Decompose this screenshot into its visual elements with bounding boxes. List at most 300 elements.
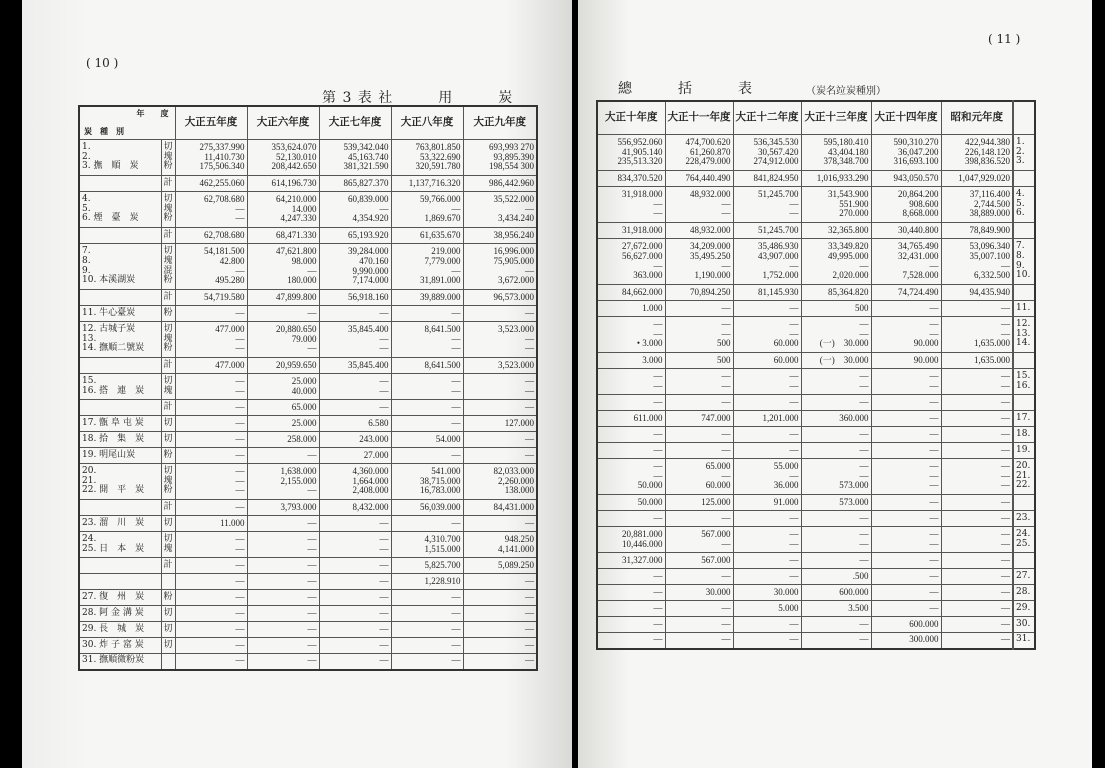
table-row bbox=[597, 495, 1035, 511]
table-row bbox=[79, 590, 537, 606]
table-cell: — bbox=[941, 411, 1013, 427]
table-cell: — bbox=[941, 427, 1013, 443]
table-cell: 48,932.000 bbox=[665, 223, 733, 239]
table-cell: 91.000 bbox=[733, 495, 801, 511]
table-cell: — — 573.000 bbox=[801, 459, 871, 495]
table-cell: 5,089.250 bbox=[463, 558, 537, 574]
coal-grade-label: 切塊粉 bbox=[161, 464, 175, 500]
table-cell: — bbox=[871, 427, 941, 443]
table-cell: — bbox=[871, 601, 941, 617]
table-cell: 31,543.900 551.900 270.000 bbox=[801, 187, 871, 223]
table-cell: 35,522.000 — 3,434.240 bbox=[463, 192, 537, 228]
table-cell: — bbox=[319, 558, 391, 574]
table-cell: 275,337.990 11,410.730 175,506.340 bbox=[175, 140, 247, 176]
table-cell: 53,096.340 35,007.100 — 6,332.500 bbox=[941, 239, 1013, 285]
table-cell: — bbox=[871, 395, 941, 411]
column-header: 大正九年度 bbox=[463, 106, 537, 140]
coal-grade-label: 切 bbox=[161, 432, 175, 448]
table-cell: — bbox=[871, 511, 941, 527]
table-row bbox=[597, 187, 1035, 223]
table-cell: 5.000 bbox=[733, 601, 801, 617]
table-cell: — — bbox=[733, 369, 801, 395]
coal-grade-label bbox=[161, 574, 175, 590]
left-page bbox=[22, 0, 572, 768]
table-cell: 20,881.000 10,446.000 bbox=[597, 527, 665, 553]
table-cell: 48,932.000 — — bbox=[665, 187, 733, 223]
coal-type-label: 1. 2. 3. 撫 順 炭 bbox=[79, 140, 161, 176]
table-row bbox=[597, 569, 1035, 585]
table-row bbox=[79, 606, 537, 622]
table-cell: — bbox=[665, 617, 733, 633]
table-cell: — bbox=[597, 427, 665, 443]
table-cell: 8,641.500 bbox=[391, 358, 463, 374]
table-row bbox=[79, 400, 537, 416]
table-cell: — bbox=[801, 633, 871, 649]
table-cell: 78,849.900 bbox=[941, 223, 1013, 239]
table-row bbox=[79, 374, 537, 400]
table-cell: 1,047,929.020 bbox=[941, 171, 1013, 187]
left-data-table bbox=[78, 105, 538, 671]
table-cell: 1,635.000 bbox=[941, 353, 1013, 369]
table-cell: 422,944.380 226,148.120 398,836.520 bbox=[941, 135, 1013, 171]
table-cell: — — • 3.000 bbox=[597, 317, 665, 353]
table-cell: 5,825.700 bbox=[391, 558, 463, 574]
table-cell: — — bbox=[463, 374, 537, 400]
table-cell: — bbox=[733, 633, 801, 649]
coal-type-label bbox=[79, 228, 161, 244]
table-cell: 51,245.700 — — bbox=[733, 187, 801, 223]
table-cell: — bbox=[941, 585, 1013, 601]
table-cell: — bbox=[391, 590, 463, 606]
table-row bbox=[597, 285, 1035, 301]
table-cell: — bbox=[801, 617, 871, 633]
table-cell: 474,700.620 61,260.870 228,479.000 bbox=[665, 135, 733, 171]
table-cell: — bbox=[463, 574, 537, 590]
table-cell: — — bbox=[941, 369, 1013, 395]
table-cell: 20,959.650 bbox=[247, 358, 319, 374]
table-cell: 3,523.000 bbox=[463, 358, 537, 374]
table-cell: — — bbox=[801, 369, 871, 395]
table-cell: 500 bbox=[665, 353, 733, 369]
table-row bbox=[597, 171, 1035, 187]
row-number: 12. 13. 14. bbox=[1013, 317, 1035, 353]
table-cell: 1,228.910 bbox=[391, 574, 463, 590]
table-cell: — bbox=[871, 411, 941, 427]
table-cell: — bbox=[733, 395, 801, 411]
row-number bbox=[1013, 553, 1035, 569]
table-cell: 500 bbox=[801, 301, 871, 317]
table-cell: — bbox=[941, 495, 1013, 511]
table-cell: — bbox=[941, 617, 1013, 633]
table-cell: 595,180.410 43,404.180 378,348.700 bbox=[801, 135, 871, 171]
table-cell: — bbox=[319, 590, 391, 606]
table-row bbox=[597, 411, 1035, 427]
table-cell: 841,824.950 bbox=[733, 171, 801, 187]
table-cell: 764,440.490 bbox=[665, 171, 733, 187]
row-number: 27. bbox=[1013, 569, 1035, 585]
coal-type-label: 24. 25. 日 本 炭 bbox=[79, 532, 161, 558]
table-cell: 25.000 40.000 bbox=[247, 374, 319, 400]
table-cell: — bbox=[941, 511, 1013, 527]
table-row bbox=[79, 358, 537, 374]
table-cell: 693,993 270 93,895.390 198,554 300 bbox=[463, 140, 537, 176]
table-cell: 30,440.800 bbox=[871, 223, 941, 239]
table-cell: 11.000 bbox=[175, 516, 247, 532]
table-cell: 51,245.700 bbox=[733, 223, 801, 239]
row-number: 18. bbox=[1013, 427, 1035, 443]
coal-type-label: 4. 5. 6. 煙 臺 炭 bbox=[79, 192, 161, 228]
table-cell: 300.000 bbox=[871, 633, 941, 649]
table-cell: — — 50.000 bbox=[597, 459, 665, 495]
table-cell: — bbox=[247, 590, 319, 606]
table-cell: 539,342.040 45,163.740 381,321.590 bbox=[319, 140, 391, 176]
table-row bbox=[597, 427, 1035, 443]
table-cell: 3.000 bbox=[597, 353, 665, 369]
table-cell: 360.000 bbox=[801, 411, 871, 427]
table-cell: — — bbox=[391, 374, 463, 400]
coal-grade-label: 計 bbox=[161, 500, 175, 516]
table-cell: — bbox=[391, 638, 463, 654]
table-cell: 31,327.000 bbox=[597, 553, 665, 569]
table-row bbox=[597, 239, 1035, 285]
table-cell: 258.000 bbox=[247, 432, 319, 448]
coal-type-label: 12. 古城子炭 13. 14. 撫順二號炭 bbox=[79, 322, 161, 358]
right-page-number: ( 11 ) bbox=[988, 32, 1021, 46]
row-number: 19. bbox=[1013, 443, 1035, 459]
table-cell: — bbox=[463, 606, 537, 622]
table-cell: .500 bbox=[801, 569, 871, 585]
table-cell: 74,724.490 bbox=[871, 285, 941, 301]
table-cell: 219.000 7,779.000 — 31,891.000 bbox=[391, 244, 463, 290]
table-row bbox=[79, 228, 537, 244]
table-cell: 600.000 bbox=[801, 585, 871, 601]
table-row bbox=[79, 532, 537, 558]
table-cell: 20,864.200 908.600 8,668.000 bbox=[871, 187, 941, 223]
table-cell: — bbox=[391, 622, 463, 638]
table-cell: 353,624.070 52,130.010 208,442.650 bbox=[247, 140, 319, 176]
coal-type-label bbox=[79, 358, 161, 374]
coal-grade-label: 粉 bbox=[161, 448, 175, 464]
table-cell: — bbox=[733, 301, 801, 317]
table-cell: — bbox=[247, 654, 319, 670]
coal-grade-label: 粉 bbox=[161, 590, 175, 606]
table-cell: — — 60.000 bbox=[733, 317, 801, 353]
table-cell: 64,210.000 14.000 4,247.330 bbox=[247, 192, 319, 228]
left-page-number: ( 10 ) bbox=[86, 56, 119, 70]
column-header: 大正十年度 bbox=[597, 101, 665, 135]
table-cell: — bbox=[175, 606, 247, 622]
table-cell: — bbox=[463, 432, 537, 448]
table-row bbox=[597, 135, 1035, 171]
table-cell: — bbox=[733, 443, 801, 459]
table-cell: 34,209.000 35,495.250 — 1,190.000 bbox=[665, 239, 733, 285]
coal-type-label: 29. 長 城 炭 bbox=[79, 622, 161, 638]
table-cell: 1.000 bbox=[597, 301, 665, 317]
table-row bbox=[597, 527, 1035, 553]
table-cell: — bbox=[319, 606, 391, 622]
table-cell: — bbox=[391, 654, 463, 670]
table-row bbox=[597, 353, 1035, 369]
table-cell: — bbox=[391, 448, 463, 464]
right-table-subtitle: （炭名竝炭種別） bbox=[806, 86, 886, 97]
row-number bbox=[1013, 495, 1035, 511]
table-cell: — bbox=[319, 574, 391, 590]
table-row bbox=[597, 617, 1035, 633]
table-cell: — bbox=[175, 654, 247, 670]
coal-grade-label bbox=[161, 654, 175, 670]
table-cell: — bbox=[463, 306, 537, 322]
table-cell: — — bbox=[319, 532, 391, 558]
coal-grade-label: 計 bbox=[161, 358, 175, 374]
table-row bbox=[79, 574, 537, 590]
table-cell: — bbox=[665, 395, 733, 411]
table-cell: 611.000 bbox=[597, 411, 665, 427]
table-cell: — bbox=[665, 601, 733, 617]
table-row bbox=[597, 223, 1035, 239]
table-cell: 600.000 bbox=[871, 617, 941, 633]
table-cell: — bbox=[871, 585, 941, 601]
row-number bbox=[1013, 353, 1035, 369]
table-cell: — bbox=[871, 443, 941, 459]
table-cell: — bbox=[597, 601, 665, 617]
table-cell: — bbox=[597, 443, 665, 459]
table-cell: 865,827.370 bbox=[319, 176, 391, 192]
table-cell: — bbox=[175, 638, 247, 654]
table-row bbox=[597, 369, 1035, 395]
table-cell: 4,360.000 1,664.000 2,408.000 bbox=[319, 464, 391, 500]
table-cell: — bbox=[319, 622, 391, 638]
table-cell: — bbox=[733, 511, 801, 527]
table-cell: 70,894.250 bbox=[665, 285, 733, 301]
table-cell: 31,918.000 bbox=[597, 223, 665, 239]
table-cell: — bbox=[665, 427, 733, 443]
table-cell: — bbox=[175, 558, 247, 574]
table-cell: 243.000 bbox=[319, 432, 391, 448]
table-cell: 55.000 — 36.000 bbox=[733, 459, 801, 495]
row-number: 1. 2. 3. bbox=[1013, 135, 1035, 171]
coal-type-label: 11. 牛心臺炭 bbox=[79, 306, 161, 322]
table-cell: — bbox=[247, 306, 319, 322]
table-row bbox=[597, 601, 1035, 617]
table-cell: — bbox=[247, 448, 319, 464]
coal-grade-label: 切 bbox=[161, 638, 175, 654]
table-cell: — bbox=[941, 395, 1013, 411]
table-cell: — bbox=[801, 395, 871, 411]
row-number: 31. bbox=[1013, 633, 1035, 649]
table-cell: 567.000 — bbox=[665, 527, 733, 553]
table-cell: — — bbox=[247, 532, 319, 558]
table-cell: 35,845.400 — — bbox=[319, 322, 391, 358]
table-cell: 3,523.000 — — bbox=[463, 322, 537, 358]
table-cell: 56,039.000 bbox=[391, 500, 463, 516]
table-cell: — bbox=[941, 443, 1013, 459]
coal-type-label bbox=[79, 574, 161, 590]
table-cell: — — (一) 30.000 bbox=[801, 317, 871, 353]
coal-grade-label: 粉 bbox=[161, 306, 175, 322]
table-cell: — — bbox=[871, 527, 941, 553]
table-cell: 834,370.520 bbox=[597, 171, 665, 187]
coal-type-label: 27. 復 州 炭 bbox=[79, 590, 161, 606]
table-cell: 84,662.000 bbox=[597, 285, 665, 301]
table-cell: 62,708.680 — — bbox=[175, 192, 247, 228]
table-cell: — bbox=[597, 569, 665, 585]
row-number: 29. bbox=[1013, 601, 1035, 617]
table-cell: — bbox=[391, 416, 463, 432]
table-row bbox=[597, 443, 1035, 459]
coal-grade-label: 切塊混粉 bbox=[161, 244, 175, 290]
table-cell: — bbox=[391, 400, 463, 416]
table-cell: 60,839.000 — 4,354.920 bbox=[319, 192, 391, 228]
coal-type-label bbox=[79, 290, 161, 306]
table-cell: 61,635.670 bbox=[391, 228, 463, 244]
coal-grade-label: 切 bbox=[161, 622, 175, 638]
table-cell: 1,201.000 bbox=[733, 411, 801, 427]
table-row bbox=[79, 416, 537, 432]
table-row bbox=[79, 500, 537, 516]
table-cell: 31,918.000 — — bbox=[597, 187, 665, 223]
table-row bbox=[79, 622, 537, 638]
table-cell: — bbox=[391, 306, 463, 322]
table-cell: — bbox=[941, 553, 1013, 569]
table-cell: 25.000 bbox=[247, 416, 319, 432]
table-cell: — — bbox=[319, 374, 391, 400]
table-cell: 65.000 bbox=[247, 400, 319, 416]
coal-grade-label: 切塊粉 bbox=[161, 192, 175, 228]
table-cell: 125.000 bbox=[665, 495, 733, 511]
row-number: 11. bbox=[1013, 301, 1035, 317]
table-cell: — bbox=[175, 306, 247, 322]
table-cell: 65,193.920 bbox=[319, 228, 391, 244]
row-number: 15. 16. bbox=[1013, 369, 1035, 395]
table-cell: 948.250 4,141.000 bbox=[463, 532, 537, 558]
table-row bbox=[79, 516, 537, 532]
table-cell: — bbox=[175, 400, 247, 416]
right-data-table bbox=[596, 100, 1036, 650]
table-cell: — bbox=[941, 301, 1013, 317]
table-cell: — — bbox=[597, 369, 665, 395]
table-cell: 986,442.960 bbox=[463, 176, 537, 192]
row-number: 4. 5. 6. bbox=[1013, 187, 1035, 223]
table-cell: 59,766.000 — 1,869.670 bbox=[391, 192, 463, 228]
coal-type-label: 17. 甑 阜 屯 炭 bbox=[79, 416, 161, 432]
column-header: 大正五年度 bbox=[175, 106, 247, 140]
coal-grade-label: 切 bbox=[161, 516, 175, 532]
table-cell: 47,899.800 bbox=[247, 290, 319, 306]
row-number: 20. 21. 22. bbox=[1013, 459, 1035, 495]
table-row bbox=[597, 553, 1035, 569]
table-cell: 590,310.270 36,047.200 316,693.100 bbox=[871, 135, 941, 171]
coal-type-label: 30. 炸 子 窰 炭 bbox=[79, 638, 161, 654]
table-cell: 47,621.800 98.000 — 180.000 bbox=[247, 244, 319, 290]
table-cell: — bbox=[733, 553, 801, 569]
coal-grade-label: 計 bbox=[161, 228, 175, 244]
table-cell: — bbox=[319, 638, 391, 654]
table-cell: 33,349.820 49,995.000 — 2,020.000 bbox=[801, 239, 871, 285]
table-cell: — bbox=[175, 432, 247, 448]
table-cell: — bbox=[665, 443, 733, 459]
table-cell: 16,996.000 75,905.000 — 3,672.000 bbox=[463, 244, 537, 290]
table-cell: 84,431.000 bbox=[463, 500, 537, 516]
row-number: 7. 8. 9. 10. bbox=[1013, 239, 1035, 285]
table-cell: 30.000 bbox=[733, 585, 801, 601]
table-cell: — — — bbox=[175, 464, 247, 500]
table-row bbox=[79, 176, 537, 192]
table-cell: 65.000 — 60.000 bbox=[665, 459, 733, 495]
table-cell: — bbox=[463, 638, 537, 654]
table-cell: 96,573.000 bbox=[463, 290, 537, 306]
table-cell: — — bbox=[733, 527, 801, 553]
table-row bbox=[79, 140, 537, 176]
table-cell: — bbox=[665, 511, 733, 527]
table-cell: — bbox=[733, 617, 801, 633]
table-row bbox=[597, 585, 1035, 601]
table-cell: — bbox=[597, 633, 665, 649]
table-cell: — bbox=[463, 590, 537, 606]
table-cell: — bbox=[463, 516, 537, 532]
right-page bbox=[578, 0, 1092, 768]
table-cell: — bbox=[175, 448, 247, 464]
coal-grade-label: 計 bbox=[161, 176, 175, 192]
table-cell: 943,050.570 bbox=[871, 171, 941, 187]
row-number: 30. bbox=[1013, 617, 1035, 633]
table-cell: — bbox=[801, 443, 871, 459]
row-number: 24. 25. bbox=[1013, 527, 1035, 553]
table-cell: 1,137,716.320 bbox=[391, 176, 463, 192]
table-cell: 37,116.400 2,744.500 38,889.000 bbox=[941, 187, 1013, 223]
table-cell: 127.000 bbox=[463, 416, 537, 432]
table-cell: — bbox=[175, 500, 247, 516]
table-cell: 50.000 bbox=[597, 495, 665, 511]
table-cell: — bbox=[597, 585, 665, 601]
table-cell: 573.000 bbox=[801, 495, 871, 511]
table-row bbox=[79, 244, 537, 290]
table-cell: — bbox=[319, 306, 391, 322]
table-cell: — — 90.000 bbox=[871, 317, 941, 353]
table-cell: — bbox=[463, 654, 537, 670]
table-row bbox=[79, 290, 537, 306]
coal-grade-label: 計 bbox=[161, 558, 175, 574]
table-cell: — bbox=[247, 558, 319, 574]
table-cell: 54,719.580 bbox=[175, 290, 247, 306]
table-cell: — — 500 bbox=[665, 317, 733, 353]
table-cell: 614,196.730 bbox=[247, 176, 319, 192]
table-cell: 82,033.000 2,260.000 138.000 bbox=[463, 464, 537, 500]
table-cell: 763,801.850 53,322.690 320,591.780 bbox=[391, 140, 463, 176]
table-cell: 32,365.800 bbox=[801, 223, 871, 239]
column-header: 大正七年度 bbox=[319, 106, 391, 140]
table-cell: — bbox=[597, 395, 665, 411]
table-cell: — bbox=[247, 622, 319, 638]
coal-grade-label: 計 bbox=[161, 290, 175, 306]
table-cell: 39,889.000 bbox=[391, 290, 463, 306]
table-cell: — bbox=[247, 574, 319, 590]
table-cell: — — bbox=[175, 374, 247, 400]
table-cell: 747.000 bbox=[665, 411, 733, 427]
table-cell: 8,641.500 — — bbox=[391, 322, 463, 358]
table-cell: 35,486.930 43,907.000 — 1,752.000 bbox=[733, 239, 801, 285]
table-cell: — bbox=[391, 516, 463, 532]
table-cell: — bbox=[941, 569, 1013, 585]
row-number: 28. bbox=[1013, 585, 1035, 601]
table-row bbox=[597, 317, 1035, 353]
table-cell: 68,471.330 bbox=[247, 228, 319, 244]
table-cell: 462,255.060 bbox=[175, 176, 247, 192]
table-cell: — bbox=[391, 606, 463, 622]
right-table-title: 總 括 表 bbox=[618, 81, 753, 97]
table-cell: — — bbox=[665, 369, 733, 395]
table-cell: 56,918.160 bbox=[319, 290, 391, 306]
table-cell: 39,284.000 470.160 9,990.000 7,174.000 bbox=[319, 244, 391, 290]
